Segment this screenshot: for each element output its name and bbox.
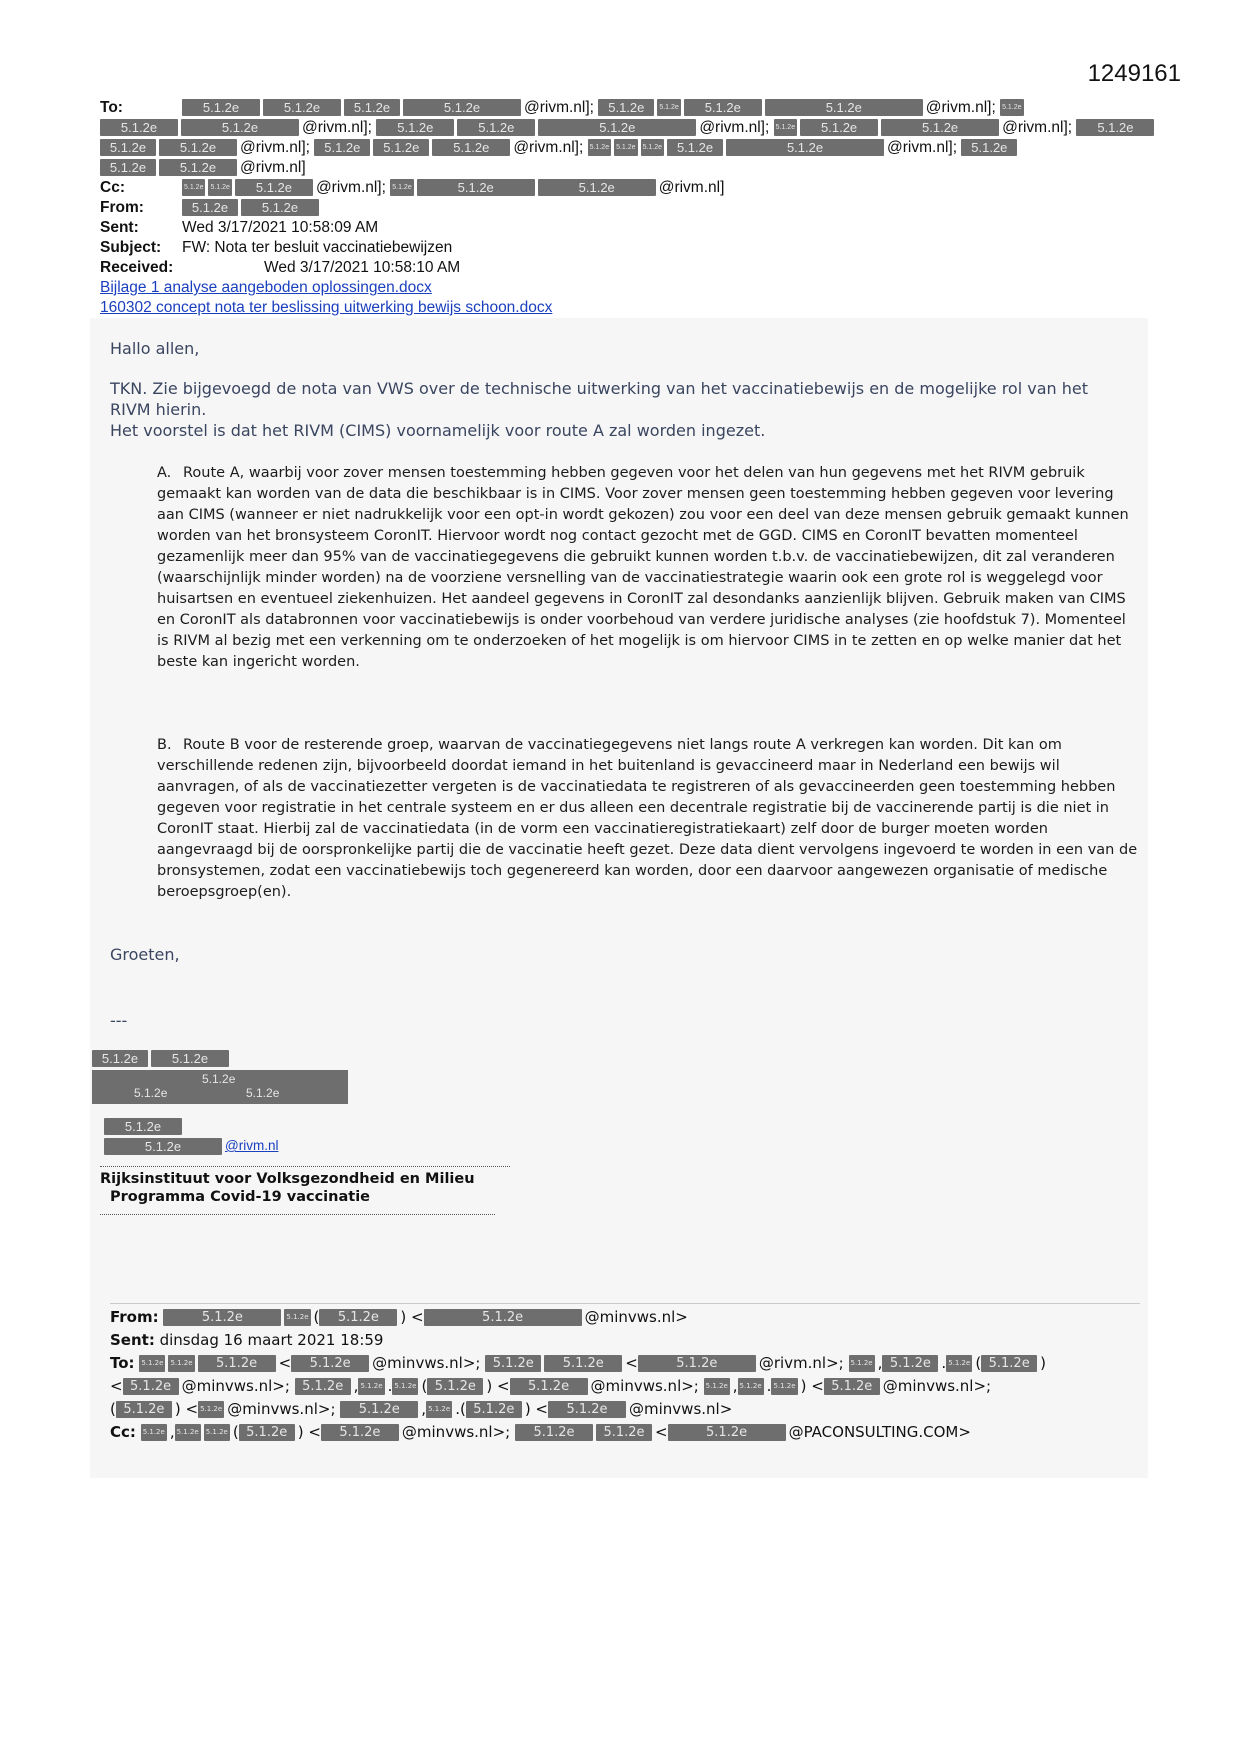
redaction: 5.1.2e xyxy=(403,99,521,116)
fwd-domain: @minvws.nl>; xyxy=(227,1400,336,1418)
redaction: 5.1.2e xyxy=(340,1401,418,1418)
redaction: 5.1.2e xyxy=(182,99,260,116)
subject-label: Subject: xyxy=(100,239,162,256)
org-name: Rijksinstituut voor Volksgezondheid en Milieu xyxy=(100,1171,475,1187)
org-programme: Programma Covid-19 vaccinatie xyxy=(110,1189,370,1205)
redaction: 5.1.2e xyxy=(538,119,696,136)
fwd-cc: Cc: 5.1.2e , 5.1.2e 5.1.2e ( 5.1.2e ) < 5.1.2e @minvws.nl>; 5.1.2e 5.1.2e < 5.1.2e @PACONSULTING.COM> xyxy=(110,1423,971,1441)
redaction: 5.1.2e xyxy=(100,159,156,176)
signature-email xyxy=(104,1138,278,1155)
signature-redacted-name xyxy=(92,1050,232,1068)
email-domain: @rivm.nl]; xyxy=(887,139,958,156)
email-domain: @rivm.nl]; xyxy=(302,119,372,136)
attachment-link-2[interactable]: 160302 concept nota ter beslissing uitwerking bewijs schoon.docx xyxy=(100,299,553,316)
redaction: 5.1.2e xyxy=(427,1378,483,1395)
fwd-sent-value: dinsdag 16 maart 2021 18:59 xyxy=(159,1331,384,1349)
from-label: From: xyxy=(100,199,144,216)
closing: Groeten, xyxy=(110,945,180,964)
redaction: 5.1.2e xyxy=(726,139,884,156)
redaction: 5.1.2e xyxy=(417,179,535,196)
redaction: 5.1.2e xyxy=(104,1138,222,1155)
redaction: 5.1.2e xyxy=(738,1378,764,1395)
redaction: 5.1.2e xyxy=(182,199,238,216)
redaction: 5.1.2e xyxy=(641,139,664,156)
redaction-label: 5.1.2e xyxy=(134,1086,168,1100)
redaction: 5.1.2e xyxy=(515,1424,593,1441)
redaction: 5.1.2e xyxy=(239,1424,295,1441)
redaction: 5.1.2e xyxy=(181,119,299,136)
redaction: 5.1.2e xyxy=(882,1355,938,1372)
redaction: 5.1.2e xyxy=(774,119,797,136)
redaction: 5.1.2e xyxy=(668,1424,786,1441)
fwd-domain: @PACONSULTING.COM> xyxy=(788,1423,971,1441)
redaction-label: 5.1.2e xyxy=(202,1072,236,1086)
redaction: 5.1.2e xyxy=(116,1401,172,1418)
signature-dashes: --- xyxy=(110,1011,128,1030)
redaction: 5.1.2e xyxy=(168,1355,194,1372)
subject-value: FW: Nota ter besluit vaccinatiebewijzen xyxy=(182,239,453,256)
redaction: 5.1.2e xyxy=(141,1424,167,1441)
redaction: 5.1.2e xyxy=(390,179,413,196)
redaction: 5.1.2e xyxy=(92,1050,148,1067)
redaction: 5.1.2e xyxy=(104,1118,182,1135)
signature-email-link[interactable]: @rivm.nl xyxy=(225,1138,279,1154)
redaction: 5.1.2e xyxy=(510,1378,588,1395)
intro-paragraph: TKN. Zie bijgevoegd de nota van VWS over de technische uitwerking van het vaccinatiebewijs en de mogelijke rol van het RIVM hierin. xyxy=(110,379,1088,419)
redaction: 5.1.2e xyxy=(151,1050,229,1067)
attachment-link-1[interactable]: Bijlage 1 analyse aangeboden oplossingen.docx xyxy=(100,279,432,296)
redaction: 5.1.2e xyxy=(392,1378,418,1395)
redaction: 5.1.2e xyxy=(100,119,178,136)
redaction: 5.1.2e xyxy=(235,179,313,196)
redaction: 5.1.2e xyxy=(849,1355,875,1372)
document-id: 1249161 xyxy=(1087,60,1181,87)
redaction: 5.1.2e xyxy=(175,1424,201,1441)
email-domain: @rivm.nl]; xyxy=(524,99,594,116)
redaction: 5.1.2e xyxy=(284,1309,310,1326)
redaction: 5.1.2e xyxy=(263,99,341,116)
fwd-domain: @minvws.nl>; xyxy=(882,1377,992,1395)
redaction: 5.1.2e xyxy=(295,1378,351,1395)
redaction: 5.1.2e xyxy=(657,99,680,116)
redaction: 5.1.2e xyxy=(1000,99,1023,116)
fwd-domain: @minvws.nl>; xyxy=(372,1354,481,1372)
redaction: 5.1.2e xyxy=(961,139,1017,156)
redaction: 5.1.2e xyxy=(1076,119,1154,136)
email-domain: @rivm.nl]; xyxy=(513,139,584,156)
header-to-line-4 xyxy=(100,158,306,178)
received-value: Wed 3/17/2021 10:58:10 AM xyxy=(264,259,461,276)
redaction: 5.1.2e xyxy=(198,1401,224,1418)
proposal-paragraph: Het voorstel is dat het RIVM (CIMS) voornamelijk voor route A zal worden ingezet. xyxy=(110,421,766,440)
redaction: 5.1.2e xyxy=(159,139,237,156)
attachment-1[interactable] xyxy=(100,278,432,298)
signature-redacted-title xyxy=(104,1118,185,1136)
header-to-line-2 xyxy=(100,118,1157,138)
fwd-domain: @minvws.nl>; xyxy=(590,1377,699,1395)
fwd-domain: @minvws.nl> xyxy=(629,1400,733,1418)
route-b-text: Route B voor de resterende groep, waarvan de vaccinatiegegevens niet langs route A verkregen kan worden. Dit kan om verschillende redenen zijn, bijvoorbeeld doordat iemand in het buitenland is gevaccineerd maar in Nederland een bewijs wil aanvragen, of als de vaccinatiezetter vergeten is de vaccinatiedata te registreren of als gevaccineerden geen toestemming hebben gegeven voor registratie in het centrale systeem en er dus alleen een decentrale registratie bij de vaccinerende partij is die niet in CoronIT staat. Hierbij zal de vaccinatiedata (in de vorm een vaccinatieregistratiekaart) zelf door de burger moeten worden aangevraagd bij de oorspronkelijke partij die de vaccinatie heeft gezet. Deze data dient vervolgens ingevoerd te worden in een van de bronsystemen, zodat een vaccinatiebewijs toch gegenereerd kan worden, door een daarvoor aangewezen organisatie of medische beroepsgroep(en). xyxy=(157,737,1138,900)
sent-value: Wed 3/17/2021 10:58:09 AM xyxy=(182,219,379,236)
fwd-domain: @minvws.nl>; xyxy=(181,1377,290,1395)
email-domain: @rivm.nl]; xyxy=(699,119,770,136)
fwd-from-domain: @minvws.nl> xyxy=(584,1308,688,1326)
header-cc xyxy=(100,178,724,198)
email-domain: @rivm.nl]; xyxy=(315,179,386,196)
redaction: 5.1.2e xyxy=(765,99,923,116)
fwd-to-line-2: < 5.1.2e @minvws.nl>; 5.1.2e , 5.1.2e . 5.1.2e ( 5.1.2e ) < 5.1.2e @minvws.nl>; 5.1.2e , 5.1.2e . 5.1.2e ) < 5.1.2e @minvws.nl>; xyxy=(110,1377,992,1395)
redaction-label: 5.1.2e xyxy=(246,1086,280,1100)
redaction: 5.1.2e xyxy=(159,159,237,176)
received-label: Received: xyxy=(100,259,174,276)
header-sent xyxy=(100,218,378,238)
redaction: 5.1.2e xyxy=(598,99,654,116)
redaction: 5.1.2e xyxy=(373,139,429,156)
redaction: 5.1.2e xyxy=(596,1424,652,1441)
redaction: 5.1.2e xyxy=(241,199,319,216)
redaction: 5.1.2e xyxy=(800,119,878,136)
redaction: 5.1.2e xyxy=(358,1378,384,1395)
redaction: 5.1.2e xyxy=(824,1378,880,1395)
redaction: 5.1.2e xyxy=(163,1309,281,1326)
fwd-to-line-3: ( 5.1.2e ) < 5.1.2e @minvws.nl>; 5.1.2e , 5.1.2e .( 5.1.2e ) < 5.1.2e @minvws.nl> xyxy=(110,1400,733,1418)
redaction: 5.1.2e xyxy=(538,179,656,196)
email-domain: @rivm.nl]; xyxy=(1002,119,1073,136)
redaction: 5.1.2e xyxy=(426,1401,452,1418)
redaction: 5.1.2e xyxy=(548,1401,626,1418)
email-domain: @rivm.nl] xyxy=(240,159,306,176)
redaction: 5.1.2e xyxy=(100,139,156,156)
redaction: 5.1.2e xyxy=(457,119,535,136)
forward-separator xyxy=(110,1303,1140,1304)
route-b-item xyxy=(157,735,1142,903)
redaction: 5.1.2e xyxy=(319,1309,397,1326)
redaction: 5.1.2e xyxy=(544,1355,622,1372)
divider xyxy=(100,1214,495,1215)
redaction: 5.1.2e xyxy=(314,139,370,156)
redaction: 5.1.2e xyxy=(139,1355,165,1372)
sent-label: Sent: xyxy=(100,219,139,236)
greeting: Hallo allen, xyxy=(110,339,200,358)
redaction: 5.1.2e xyxy=(771,1378,797,1395)
fwd-to-label: To: xyxy=(110,1354,135,1372)
header-to-line-1 xyxy=(100,98,1027,118)
fwd-cc-label: Cc: xyxy=(110,1423,136,1441)
header-from xyxy=(100,198,322,218)
header-to-line-3 xyxy=(100,138,1020,158)
route-a-item xyxy=(157,463,1142,673)
cc-label: Cc: xyxy=(100,179,125,196)
fwd-sent xyxy=(110,1329,383,1352)
redaction: 5.1.2e xyxy=(198,1355,276,1372)
redaction: 5.1.2e xyxy=(432,139,510,156)
fwd-sent-label: Sent: xyxy=(110,1331,155,1349)
signature-redacted-block xyxy=(92,1070,348,1104)
email-domain: @rivm.nl]; xyxy=(925,99,996,116)
header-subject xyxy=(100,238,452,258)
header-received xyxy=(100,258,460,278)
redaction: 5.1.2e xyxy=(981,1355,1037,1372)
redaction: 5.1.2e xyxy=(182,179,205,196)
redaction: 5.1.2e xyxy=(684,99,762,116)
email-domain: @rivm.nl]; xyxy=(240,139,310,156)
redaction: 5.1.2e xyxy=(208,179,231,196)
redaction: 5.1.2e xyxy=(291,1355,369,1372)
route-b-letter: B. xyxy=(157,737,172,753)
route-a-letter: A. xyxy=(157,465,172,481)
redaction: 5.1.2e xyxy=(667,139,723,156)
redaction: 5.1.2e xyxy=(946,1355,972,1372)
redaction: 5.1.2e xyxy=(485,1355,541,1372)
divider xyxy=(100,1166,510,1167)
route-a-text: Route A, waarbij voor zover mensen toestemming hebben gegeven voor het delen van hun gegevens met het RIVM gebruik gemaakt kan worden van de data die beschikbaar is in CIMS. Voor zover mensen geen toestemming hebben gegeven voor levering aan CIMS (wanneer er niet nadrukkelijk voor een opt-in wordt gekozen) zou voor een deel van deze mensen gebruik gemaakt kunnen worden van het bronsysteem CoronIT. Hiervoor wordt nog contact gezocht met de GGD. CIMS en CoronIT bevatten momenteel gezamenlijk meer dan 95% van de vaccinatiegegevens die gebruikt kunnen worden t.b.v. de vaccinatiebewijzen, dit zal veranderen (waarschijnlijk minder worden) na de voorziene versnelling van de vaccinatiestrategie waarin ook een grote rol is weggelegd voor huisartsen en eventueel ziekenhuizen. Het aandeel gegevens in CoronIT zal desondanks aanzienlijk blijven. Gebruik maken van CIMS en CoronIT als databronnen voor vaccinatiebewijs is onder voorbehoud van verdere juridische analyses (zie hoofdstuk 7). Momenteel is RIVM al bezig met een verkenning om te onderzoeken of het mogelijk is om hiervoor CIMS in te zetten en op welke manier dat het beste kan ingericht worden. xyxy=(157,465,1129,670)
redaction: 5.1.2e xyxy=(881,119,999,136)
fwd-domain: @minvws.nl>; xyxy=(401,1423,511,1441)
redaction: 5.1.2e xyxy=(424,1309,582,1326)
redaction: 5.1.2e xyxy=(123,1378,179,1395)
to-label: To: xyxy=(100,99,123,116)
redaction: 5.1.2e xyxy=(588,139,611,156)
redaction: 5.1.2e xyxy=(376,119,454,136)
redaction: 5.1.2e xyxy=(466,1401,522,1418)
fwd-from: From: 5.1.2e 5.1.2e ( 5.1.2e ) < 5.1.2e @minvws.nl> xyxy=(110,1308,688,1326)
redaction: 5.1.2e xyxy=(321,1424,399,1441)
redaction: 5.1.2e xyxy=(704,1378,730,1395)
redaction: 5.1.2e xyxy=(204,1424,230,1441)
redaction: 5.1.2e xyxy=(614,139,637,156)
fwd-from-label: From: xyxy=(110,1308,159,1326)
redaction: 5.1.2e xyxy=(344,99,400,116)
email-domain: @rivm.nl] xyxy=(658,179,725,196)
redaction: 5.1.2e xyxy=(638,1355,756,1372)
attachment-2[interactable] xyxy=(100,298,552,318)
fwd-domain: @rivm.nl>; xyxy=(758,1354,844,1372)
fwd-to-line-1: To: 5.1.2e 5.1.2e 5.1.2e < 5.1.2e @minvws.nl>; 5.1.2e 5.1.2e < 5.1.2e @rivm.nl>; 5.1.2e , 5.1.2e . 5.1.2e ( 5.1.2e ) xyxy=(110,1354,1047,1372)
